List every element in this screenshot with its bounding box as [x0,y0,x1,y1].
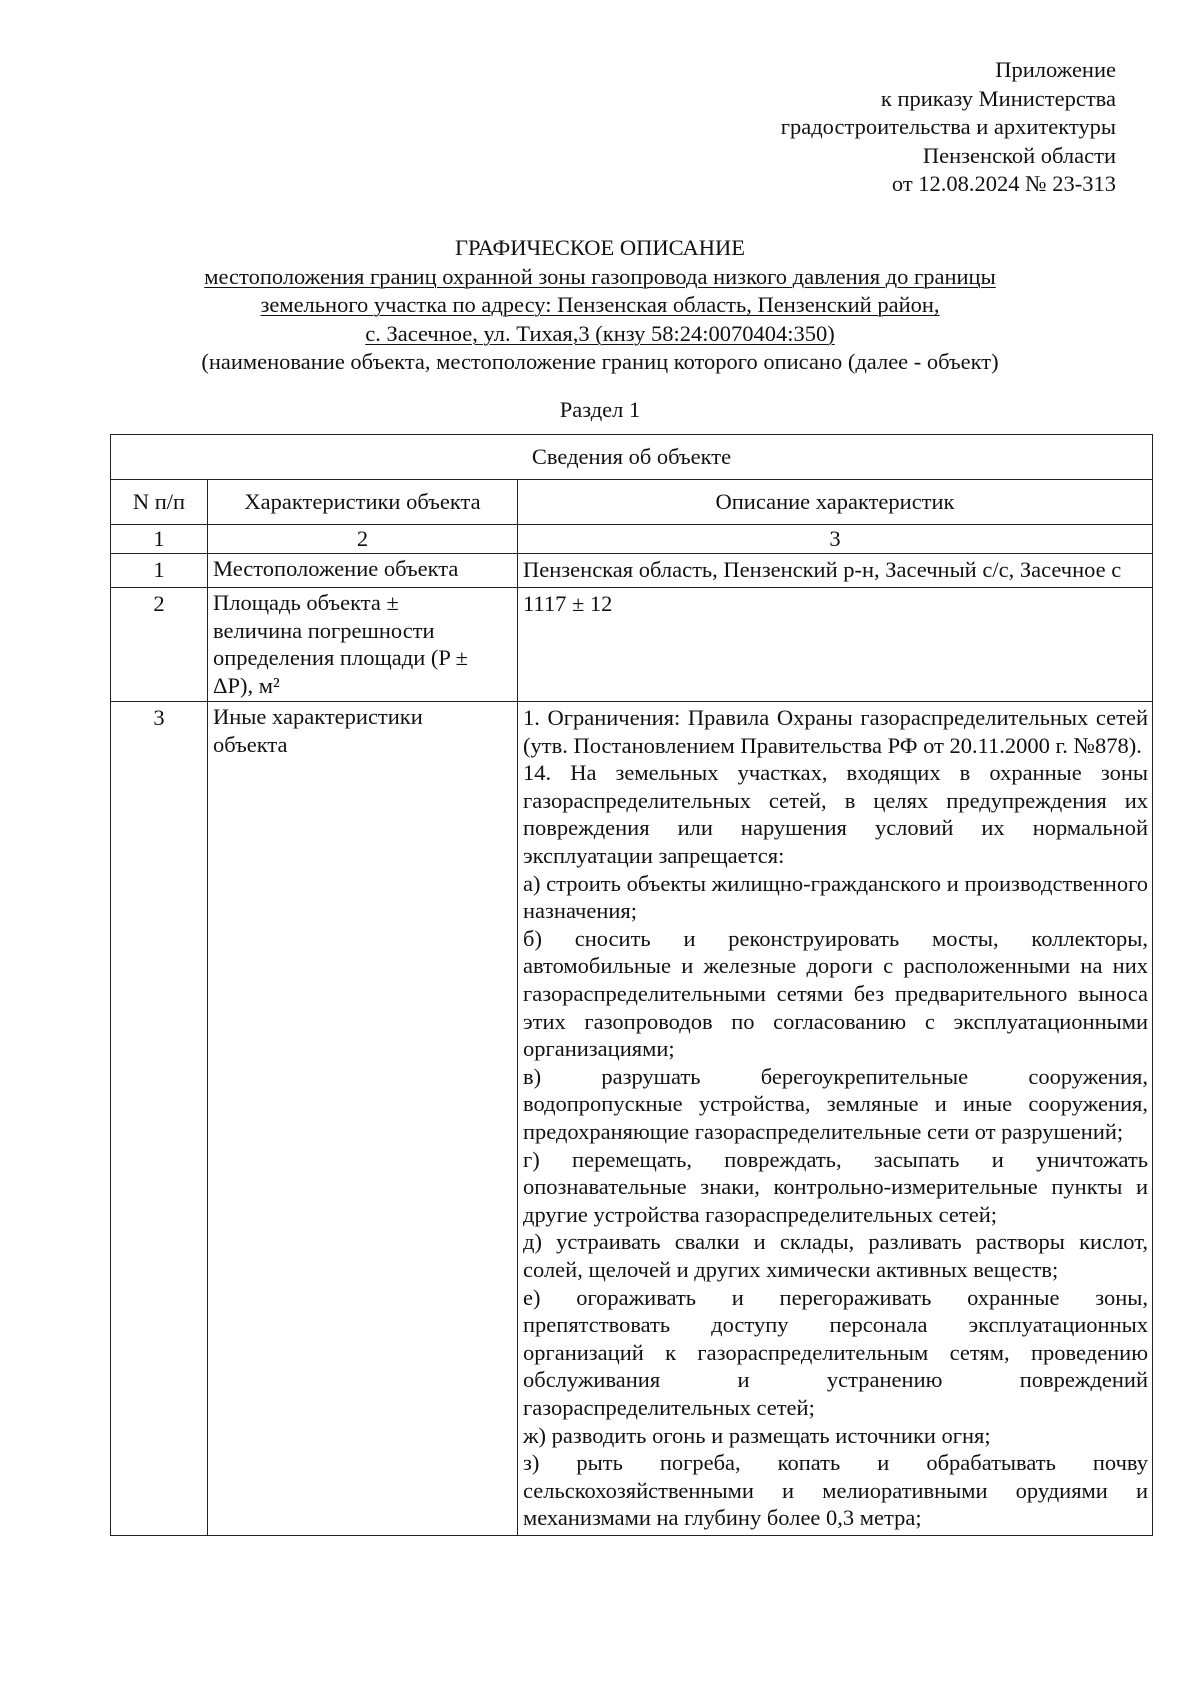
table-row [111,588,1153,702]
description-cell [518,588,1153,702]
object-name-text: с. Засечное, ул. Тихая,3 (кнзу 58:24:0070404:350) [365,320,835,346]
row-number: 1 [153,556,165,582]
characteristic-cell [208,553,518,588]
appendix-line: к приказу Министерства [880,85,1116,111]
description-paragraph: ж) разводить огонь и размещать источники огня; [523,1422,991,1448]
section-label: Раздел 1 [559,397,641,422]
description-paragraph: е) огораживать и перегораживать охранные зоны, препятствовать доступу персонала эксплуатационных организаций к газораспределительным сетям, проведению обслуживания и устранению повреждений газораспределительных сетей; [523,1284,1149,1420]
column-number-cell [208,525,518,554]
table-caption-cell [111,435,1153,480]
column-number-cell [111,525,208,554]
column-number-cell [518,525,1153,554]
table-caption: Сведения об объекте [531,444,732,469]
characteristic-text: Площадь объекта ± величина погрешности определения площади (P ± ΔP), м² [213,590,469,698]
appendix-line: Приложение [995,57,1116,82]
object-info-table [110,434,1153,1536]
column-number: 3 [829,526,841,551]
appendix-line: от 12.08.2024 № 23-313 [891,171,1116,197]
characteristic-cell [208,702,518,1536]
description-cell [518,702,1153,1536]
header-label: Описание характеристик [715,489,955,514]
row-number-cell [111,588,208,702]
description-paragraph: Пензенская область, Пензенский р-н, Засечный с/с, Засечное с [523,556,1122,582]
description-paragraph: 1117 ± 12 [523,591,613,617]
row-number-cell [111,702,208,1536]
characteristic-cell [208,588,518,702]
row-number: 2 [153,591,165,617]
description-paragraph: 1. Ограничения: Правила Охраны газораспределительных сетей (утв. Постановлением Правительства РФ от 20.11.2000 г. №878). [523,705,1149,758]
header-label: N п/п [132,489,186,514]
document-title-block [100,234,1100,377]
characteristic-text: Иные характеристики объекта [213,704,423,757]
column-number: 2 [356,526,369,551]
description-paragraph: а) строить объекты жилищно-гражданского и производственного назначения; [523,870,1149,924]
description-paragraph: в) разрушать берегоукрепительные сооружения, водопропускные устройства, земляные и иные сооружения, предохраняющие газораспределительные сети от разрушений; [523,1063,1149,1144]
column-number: 1 [153,526,165,551]
characteristic-text: Местоположение объекта [213,555,459,581]
object-name-text: земельного участка по адресу: Пензенская область, Пензенский район, [260,292,940,318]
table-caption-row [111,435,1153,480]
description-paragraph: д) устраивать свалки и склады, разливать растворы кислот, солей, щелочей и других химически активных веществ; [523,1229,1149,1282]
column-number-row [111,525,1153,554]
appendix-block [556,56,1116,199]
object-name-line [100,263,1100,292]
header-cell [518,480,1153,525]
header-label: Характеристики объекта [244,489,481,514]
description-cell [518,553,1153,588]
row-number-cell [111,553,208,588]
object-name-line [100,320,1100,349]
description-paragraph: б) сносить и реконструировать мосты, коллекторы, автомобильные и железные дороги с расположенными на них газораспределительными сетями без предварительного выноса этих газопроводов по согласованию с эксплуатационными организациями; [523,925,1149,1062]
table-row [111,702,1153,1536]
appendix-line: градостроительства и архитектуры [780,114,1116,140]
row-number: 3 [153,705,165,731]
header-cell [111,480,208,525]
object-name-text: местоположения границ охранной зоны газопровода низкого давления до границы [204,263,996,289]
description-paragraph: 14. На земельных участках, входящих в охранные зоны газораспределительных сетей, в целях предупреждения их повреждения или нарушения условий их нормальной эксплуатации запрещается: [523,760,1149,869]
table-row [111,553,1153,588]
description-paragraph: г) перемещать, повреждать, засыпать и уничтожать опознавательные знаки, контрольно-измерительные пункты и другие устройства газораспределительных сетей; [523,1146,1149,1227]
object-name-note: (наименование объекта, местоположение границ которого описано (далее - объект) [201,349,999,375]
table-header-row [111,480,1153,525]
appendix-line: Пензенской области [922,142,1116,168]
object-name-line [100,291,1100,320]
document-heading: ГРАФИЧЕСКОЕ ОПИСАНИЕ [454,235,746,260]
header-cell [208,480,518,525]
description-paragraph: з) рыть погреба, копать и обрабатывать почву сельскохозяйственными и мелиоративными орудиями и механизмами на глубину более 0,3 метра; [523,1450,1149,1531]
